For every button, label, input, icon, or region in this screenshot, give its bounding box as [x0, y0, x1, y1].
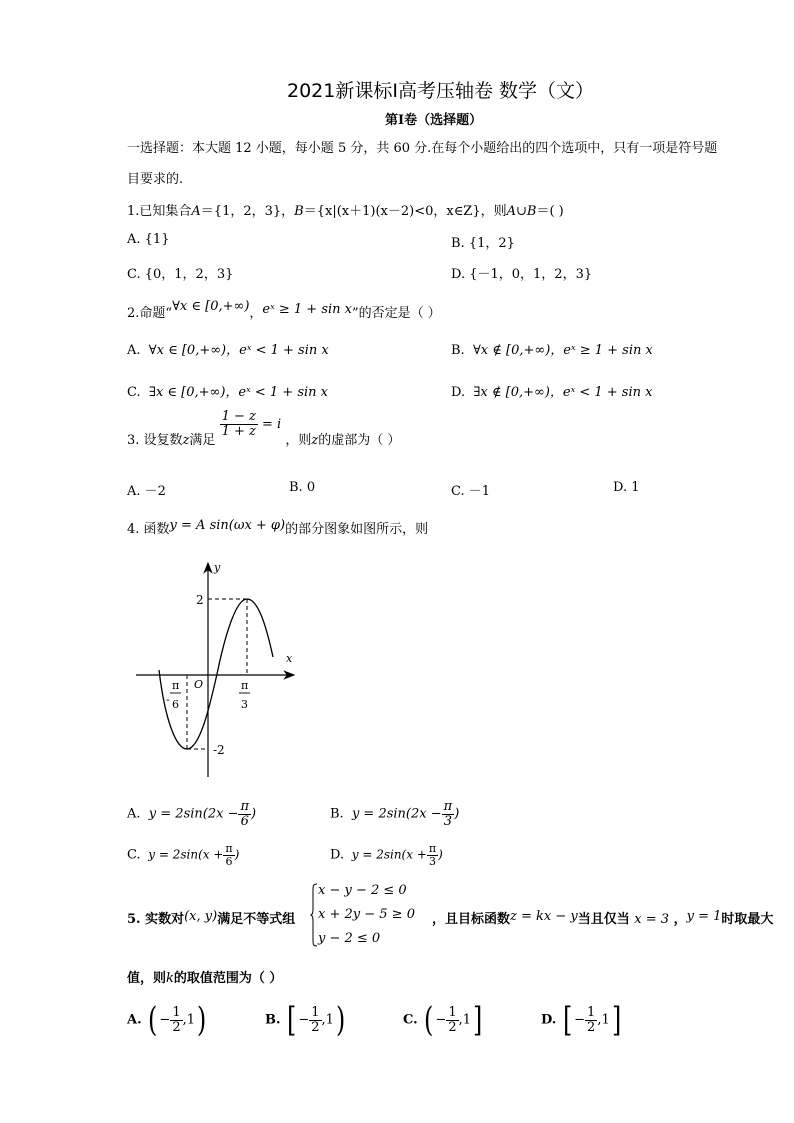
- q5-option-c-end: ,1: [458, 1012, 472, 1028]
- q2-suffix: ”的否定是（ ）: [351, 306, 441, 321]
- intro-line-2: 目要求的.: [127, 172, 184, 187]
- q4-suffix: 的部分图象如图所示，则: [285, 522, 429, 537]
- x-neg-den: 6: [172, 698, 179, 711]
- section-subtitle: 第Ⅰ卷（选择题）: [385, 113, 483, 128]
- q5-option-a-end: ,1: [182, 1012, 196, 1028]
- q5-option-c-den: 2: [448, 1019, 457, 1035]
- q5-option-a-label: A.: [127, 1012, 142, 1028]
- q5-option-d-right: ]: [611, 1000, 622, 1040]
- q5-option-d-left: [: [562, 1000, 573, 1040]
- q2-option-a[interactable]: [127, 339, 329, 358]
- q5-option-b-sign: −: [298, 1012, 310, 1028]
- q4-option-a-frac: [238, 800, 251, 828]
- q5-option-c-right: ]: [473, 1000, 483, 1040]
- q4-option-c-label: C.: [127, 847, 141, 863]
- q1-option-d[interactable]: D. {－1，0，1，2，3}: [451, 267, 593, 282]
- q4-option-b-label: B.: [330, 806, 344, 822]
- q2-prefix: 2.命题“: [127, 306, 173, 321]
- q5-option-b-label: B.: [265, 1012, 281, 1028]
- y-axis-label: y: [214, 561, 221, 574]
- q3-suffix-z: z: [311, 433, 319, 449]
- q5-when: 当且仅当: [577, 912, 630, 927]
- q2-quantifier: ∀x ∈ [0,+∞): [172, 299, 250, 314]
- q4-option-b-frac: [442, 800, 455, 828]
- q5-option-c-left: (: [424, 1000, 434, 1040]
- q3-option-c[interactable]: C. －1: [451, 484, 491, 499]
- q5-option-b[interactable]: [265, 1000, 347, 1040]
- question-1: [127, 200, 564, 219]
- origin-label: O: [194, 678, 204, 691]
- q4-option-d-post: ): [438, 847, 443, 862]
- q4-option-d[interactable]: [330, 843, 443, 867]
- q5-option-a-frac: [170, 1006, 182, 1034]
- q3-fraction-den: 1 + z: [221, 423, 256, 439]
- q5-tail: 时取最大: [721, 912, 774, 927]
- q5-line1-right: [432, 908, 773, 927]
- q5-option-a-sign: −: [159, 1012, 171, 1028]
- q1-set-b: ＝{x|(x＋1)(x－2)<0，x∈Z}，则: [303, 204, 507, 219]
- q4-prefix: 4. 函数: [127, 522, 170, 537]
- q4-graph: [130, 555, 310, 785]
- x-neg-num: π: [172, 679, 180, 692]
- q5-pair: (x, y): [184, 909, 218, 924]
- q4-option-c-frac: [223, 843, 234, 867]
- q5-inequality-3: y − 2 ≤ 0: [318, 931, 381, 946]
- question-3: [127, 409, 401, 466]
- q4-option-b-den: 3: [443, 813, 453, 829]
- q5-option-a-num: 1: [172, 1004, 181, 1020]
- question-4: [127, 518, 428, 537]
- q3-suffix: 的虚部为（ ）: [318, 433, 401, 449]
- q3-option-b[interactable]: B. 0: [289, 480, 316, 495]
- q4-option-d-pre: y = 2sin(x +: [351, 847, 427, 862]
- q1-option-b[interactable]: B. {1，2}: [451, 236, 515, 251]
- q5-option-d[interactable]: [541, 1000, 623, 1040]
- q4-option-b-pre: y = 2sin(2x −: [351, 806, 442, 822]
- q5-option-b-end: ,1: [321, 1012, 334, 1028]
- q4-option-d-den: 3: [428, 854, 436, 868]
- q2-mid: ，: [249, 306, 263, 321]
- q1-option-a[interactable]: A. {1}: [127, 232, 170, 247]
- q4-function: y = A sin(ωx + φ): [169, 518, 286, 533]
- q1-suffix: ＝( ): [536, 204, 564, 219]
- q5-option-c-num: 1: [448, 1004, 457, 1020]
- q5-option-c[interactable]: [403, 1000, 484, 1040]
- q2-option-b[interactable]: [451, 339, 653, 358]
- q4-option-d-frac: [427, 843, 438, 867]
- q5-option-b-num: 1: [311, 1004, 320, 1020]
- q5-option-d-sign: −: [574, 1012, 586, 1028]
- q5-option-b-right: ): [335, 1000, 346, 1040]
- q1-set-a: ＝{1，2，3}，: [200, 204, 295, 219]
- q4-option-a-num: π: [240, 799, 250, 814]
- x-pos-num: π: [241, 679, 249, 692]
- q4-option-c-num: π: [225, 842, 233, 855]
- q5-y1: y = 1: [686, 909, 722, 924]
- q5-option-d-frac: [585, 1006, 597, 1034]
- q5-option-a[interactable]: [127, 1000, 208, 1040]
- q5-comma: ，: [673, 912, 687, 927]
- q3-fraction-num: 1 − z: [221, 409, 256, 424]
- q3-option-d[interactable]: D. 1: [613, 480, 640, 495]
- q5-inequality-system: [310, 883, 430, 949]
- x-pos-den: 3: [241, 698, 248, 711]
- q2-option-b-label: B.: [451, 343, 465, 358]
- q2-condition: eˣ ≥ 1 + sin x: [262, 302, 352, 317]
- sine-curve: [159, 599, 273, 749]
- x-neg-sign: -: [166, 693, 170, 706]
- q5-objective: z = kx − y: [510, 909, 578, 924]
- q3-z: z: [182, 433, 190, 449]
- q2-option-d[interactable]: [451, 381, 652, 400]
- y-max-label: 2: [196, 593, 204, 607]
- q3-prefix: 3. 设复数: [127, 433, 183, 449]
- q4-option-a-post: ): [251, 806, 257, 822]
- q2-option-c[interactable]: [127, 381, 328, 400]
- q5-option-d-num: 1: [587, 1004, 596, 1020]
- q2-option-a-text: ∀x ∈ [0,+∞)，eˣ < 1 + sin x: [148, 343, 329, 358]
- q5-line1-left: [127, 908, 295, 927]
- q2-option-a-label: A.: [127, 343, 141, 358]
- q4-option-d-num: π: [428, 842, 437, 855]
- intro-line-1: 一选择题：本大题 12 小题，每小题 5 分，共 60 分.在每个小题给出的四个选项中，只有一项是符号题: [127, 141, 718, 156]
- q4-option-b-num: π: [443, 799, 453, 814]
- left-brace-icon: [310, 883, 318, 947]
- q5-option-d-end: ,1: [597, 1012, 610, 1028]
- q5-x3: x = 3: [634, 912, 670, 927]
- q5-prefix: 5. 实数对: [127, 912, 185, 927]
- q1-prefix: 1.已知集合: [127, 204, 192, 219]
- q5-line2: [127, 967, 282, 986]
- q5-option-c-sign: −: [435, 1012, 447, 1028]
- q5-inequality-2: x + 2y − 5 ≥ 0: [318, 907, 415, 922]
- q4-option-b-post: ): [454, 806, 460, 822]
- q5-line2-pre: 值，则: [127, 971, 167, 986]
- q5-inequality-1: x − y − 2 ≤ 0: [318, 883, 407, 898]
- q5-option-b-left: [: [287, 1000, 297, 1040]
- q5-mid: 满足不等式组: [217, 912, 296, 927]
- q5-option-b-den: 2: [311, 1019, 320, 1035]
- q5-option-d-den: 2: [587, 1019, 596, 1035]
- q4-option-c-pre: y = 2sin(x +: [148, 847, 224, 862]
- question-2: [127, 299, 441, 321]
- q4-option-c-den: 6: [225, 854, 233, 868]
- q5-option-c-frac: [446, 1006, 458, 1034]
- q5-option-c-label: C.: [403, 1012, 418, 1028]
- q5-option-a-right: ): [197, 1000, 207, 1040]
- q5-option-a-left: (: [148, 1000, 158, 1040]
- page-title: 2021新课标Ⅰ高考压轴卷 数学（文）: [287, 80, 594, 102]
- q3-option-a[interactable]: A. －2: [127, 484, 166, 499]
- q5-after: ，且目标函数: [432, 912, 511, 927]
- q3-mid: 满足: [189, 433, 216, 449]
- q2-option-d-text: ∃x ∉ [0,+∞)，eˣ < 1 + sin x: [473, 385, 653, 400]
- q5-line2-post: 的取值范围为（ ）: [173, 971, 283, 986]
- q4-option-c[interactable]: [127, 843, 239, 867]
- q3-fraction: [220, 410, 258, 438]
- q5-option-a-den: 2: [172, 1019, 181, 1035]
- q5-option-d-label: D.: [541, 1012, 557, 1028]
- q5-k: k: [166, 971, 174, 986]
- q2-option-c-label: C.: [127, 385, 141, 400]
- q3-eq: = i: [261, 416, 282, 432]
- q2-option-d-label: D.: [451, 385, 466, 400]
- x-axis-label: x: [286, 652, 293, 665]
- q4-option-a-label: A.: [127, 806, 141, 822]
- q1-option-c[interactable]: C. {0，1，2，3}: [127, 267, 234, 282]
- q4-option-a[interactable]: [127, 800, 256, 828]
- q4-option-a-den: 6: [240, 813, 249, 829]
- q5-option-b-frac: [309, 1006, 321, 1034]
- q1-set-a-name: A: [191, 204, 201, 219]
- q4-option-c-post: ): [234, 847, 240, 862]
- q1-set-b-name: B: [294, 204, 304, 219]
- q4-option-d-label: D.: [330, 847, 345, 863]
- y-min-label: -2: [213, 743, 225, 757]
- q3-suffix-pre: ，则: [285, 433, 312, 449]
- q4-option-b[interactable]: [330, 800, 459, 828]
- q4-option-a-pre: y = 2sin(2x −: [148, 806, 239, 822]
- q2-option-c-text: ∃x ∈ [0,+∞)，eˣ < 1 + sin x: [148, 385, 328, 400]
- q2-option-b-text: ∀x ∉ [0,+∞)，eˣ ≥ 1 + sin x: [472, 343, 653, 358]
- q1-union: A∪B: [506, 204, 537, 219]
